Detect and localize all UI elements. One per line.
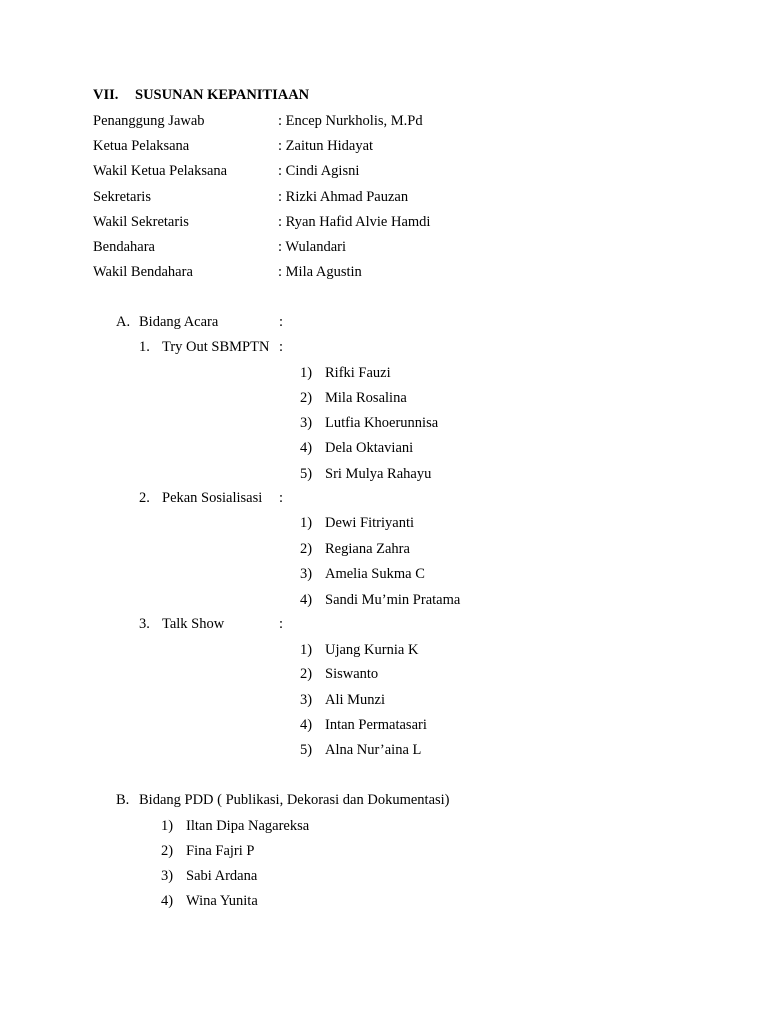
member-name: Dewi Fitriyanti (325, 515, 415, 531)
officer-name: : Ryan Hafid Alvie Hamdi (278, 214, 431, 230)
section-b-heading (116, 790, 716, 810)
officer-name: : Wulandari (278, 239, 347, 255)
subsection-label: Talk Show (162, 616, 225, 632)
list-marker: 1) (300, 365, 313, 381)
member-name: Intan Permatasari (325, 717, 427, 733)
member-name: Amelia Sukma C (325, 566, 425, 582)
member-name: Alna Nur’aina L (325, 742, 422, 758)
officer-name: : Encep Nurkholis, M.Pd (278, 113, 423, 129)
list-item (300, 388, 700, 408)
member-name: Iltan Dipa Nagareksa (186, 818, 310, 834)
list-item (161, 841, 561, 861)
officer-row (93, 212, 693, 232)
list-item (300, 363, 700, 383)
section-label: Bidang Acara (139, 314, 219, 330)
list-marker: 1) (161, 818, 174, 834)
officer-row (93, 262, 693, 282)
heading-title: SUSUNAN KEPANITIAAN (135, 87, 310, 103)
member-name: Lutfia Khoerunnisa (325, 415, 439, 431)
list-item (300, 464, 700, 484)
list-marker: 4) (300, 440, 313, 456)
list-marker: 1) (300, 515, 313, 531)
list-item (300, 590, 700, 610)
member-name: Mila Rosalina (325, 390, 407, 406)
member-name: Siswanto (325, 666, 379, 682)
subsection-heading (139, 488, 739, 508)
list-marker: 3) (300, 692, 313, 708)
member-name: Sri Mulya Rahayu (325, 466, 432, 482)
colon: : (279, 616, 284, 632)
member-name: Fina Fajri P (186, 843, 255, 859)
list-marker: 3) (300, 415, 313, 431)
officer-role: Bendahara (93, 239, 155, 255)
heading-number: VII. (93, 87, 119, 103)
member-name: Ujang Kurnia K (325, 642, 419, 658)
list-marker: 4) (300, 592, 313, 608)
section-label: Bidang PDD ( Publikasi, Dekorasi dan Dokumentasi) (139, 792, 450, 808)
subsection-label: Pekan Sosialisasi (162, 490, 263, 506)
list-marker: 1) (300, 642, 313, 658)
list-marker: 3. (139, 616, 150, 632)
list-item (300, 740, 700, 760)
list-item (300, 413, 700, 433)
list-item (161, 816, 561, 836)
member-name: Ali Munzi (325, 692, 386, 708)
member-name: Dela Oktaviani (325, 440, 414, 456)
list-marker: 2. (139, 490, 150, 506)
officer-row (93, 136, 693, 156)
member-name: Sabi Ardana (186, 868, 258, 884)
list-marker: A. (116, 314, 131, 330)
subsection-heading (139, 614, 739, 634)
officer-name: : Zaitun Hidayat (278, 138, 374, 154)
officer-role: Ketua Pelaksana (93, 138, 190, 154)
list-item (161, 866, 561, 886)
member-name: Sandi Mu’min Pratama (325, 592, 461, 608)
colon: : (279, 490, 284, 506)
officer-role: Sekretaris (93, 189, 151, 205)
list-marker: 4) (161, 893, 174, 909)
colon: : (279, 339, 284, 355)
list-item (161, 891, 561, 911)
list-item (300, 664, 700, 684)
officer-name: : Rizki Ahmad Pauzan (278, 189, 409, 205)
list-item (300, 715, 700, 735)
list-marker: 1. (139, 339, 150, 355)
list-item (300, 539, 700, 559)
list-marker: 5) (300, 466, 313, 482)
list-item (300, 564, 700, 584)
officer-name: : Mila Agustin (278, 264, 362, 280)
list-marker: 2) (300, 390, 313, 406)
list-item (300, 690, 700, 710)
list-marker: 2) (161, 843, 174, 859)
officer-role: Wakil Bendahara (93, 264, 193, 280)
list-marker: 2) (300, 666, 313, 682)
list-marker: B. (116, 792, 130, 808)
subsection-heading (139, 337, 739, 357)
member-name: Wina Yunita (186, 893, 258, 909)
section-a-heading (116, 312, 716, 332)
officer-row (93, 237, 693, 257)
list-marker: 5) (300, 742, 313, 758)
officer-role: Penanggung Jawab (93, 113, 205, 129)
list-marker: 3) (161, 868, 174, 884)
list-marker: 3) (300, 566, 313, 582)
list-marker: 2) (300, 541, 313, 557)
list-item (300, 513, 700, 533)
member-name: Rifki Fauzi (325, 365, 391, 381)
subsection-label: Try Out SBMPTN (162, 339, 270, 355)
officer-row (93, 187, 693, 207)
officer-name: : Cindi Agisni (278, 163, 360, 179)
list-marker: 4) (300, 717, 313, 733)
officer-role: Wakil Sekretaris (93, 214, 189, 230)
list-item (300, 640, 700, 660)
officer-role: Wakil Ketua Pelaksana (93, 163, 228, 179)
officer-row (93, 111, 693, 131)
officer-row (93, 161, 693, 181)
colon: : (279, 314, 284, 330)
member-name: Regiana Zahra (325, 541, 410, 557)
section-heading (93, 87, 309, 104)
list-item (300, 438, 700, 458)
